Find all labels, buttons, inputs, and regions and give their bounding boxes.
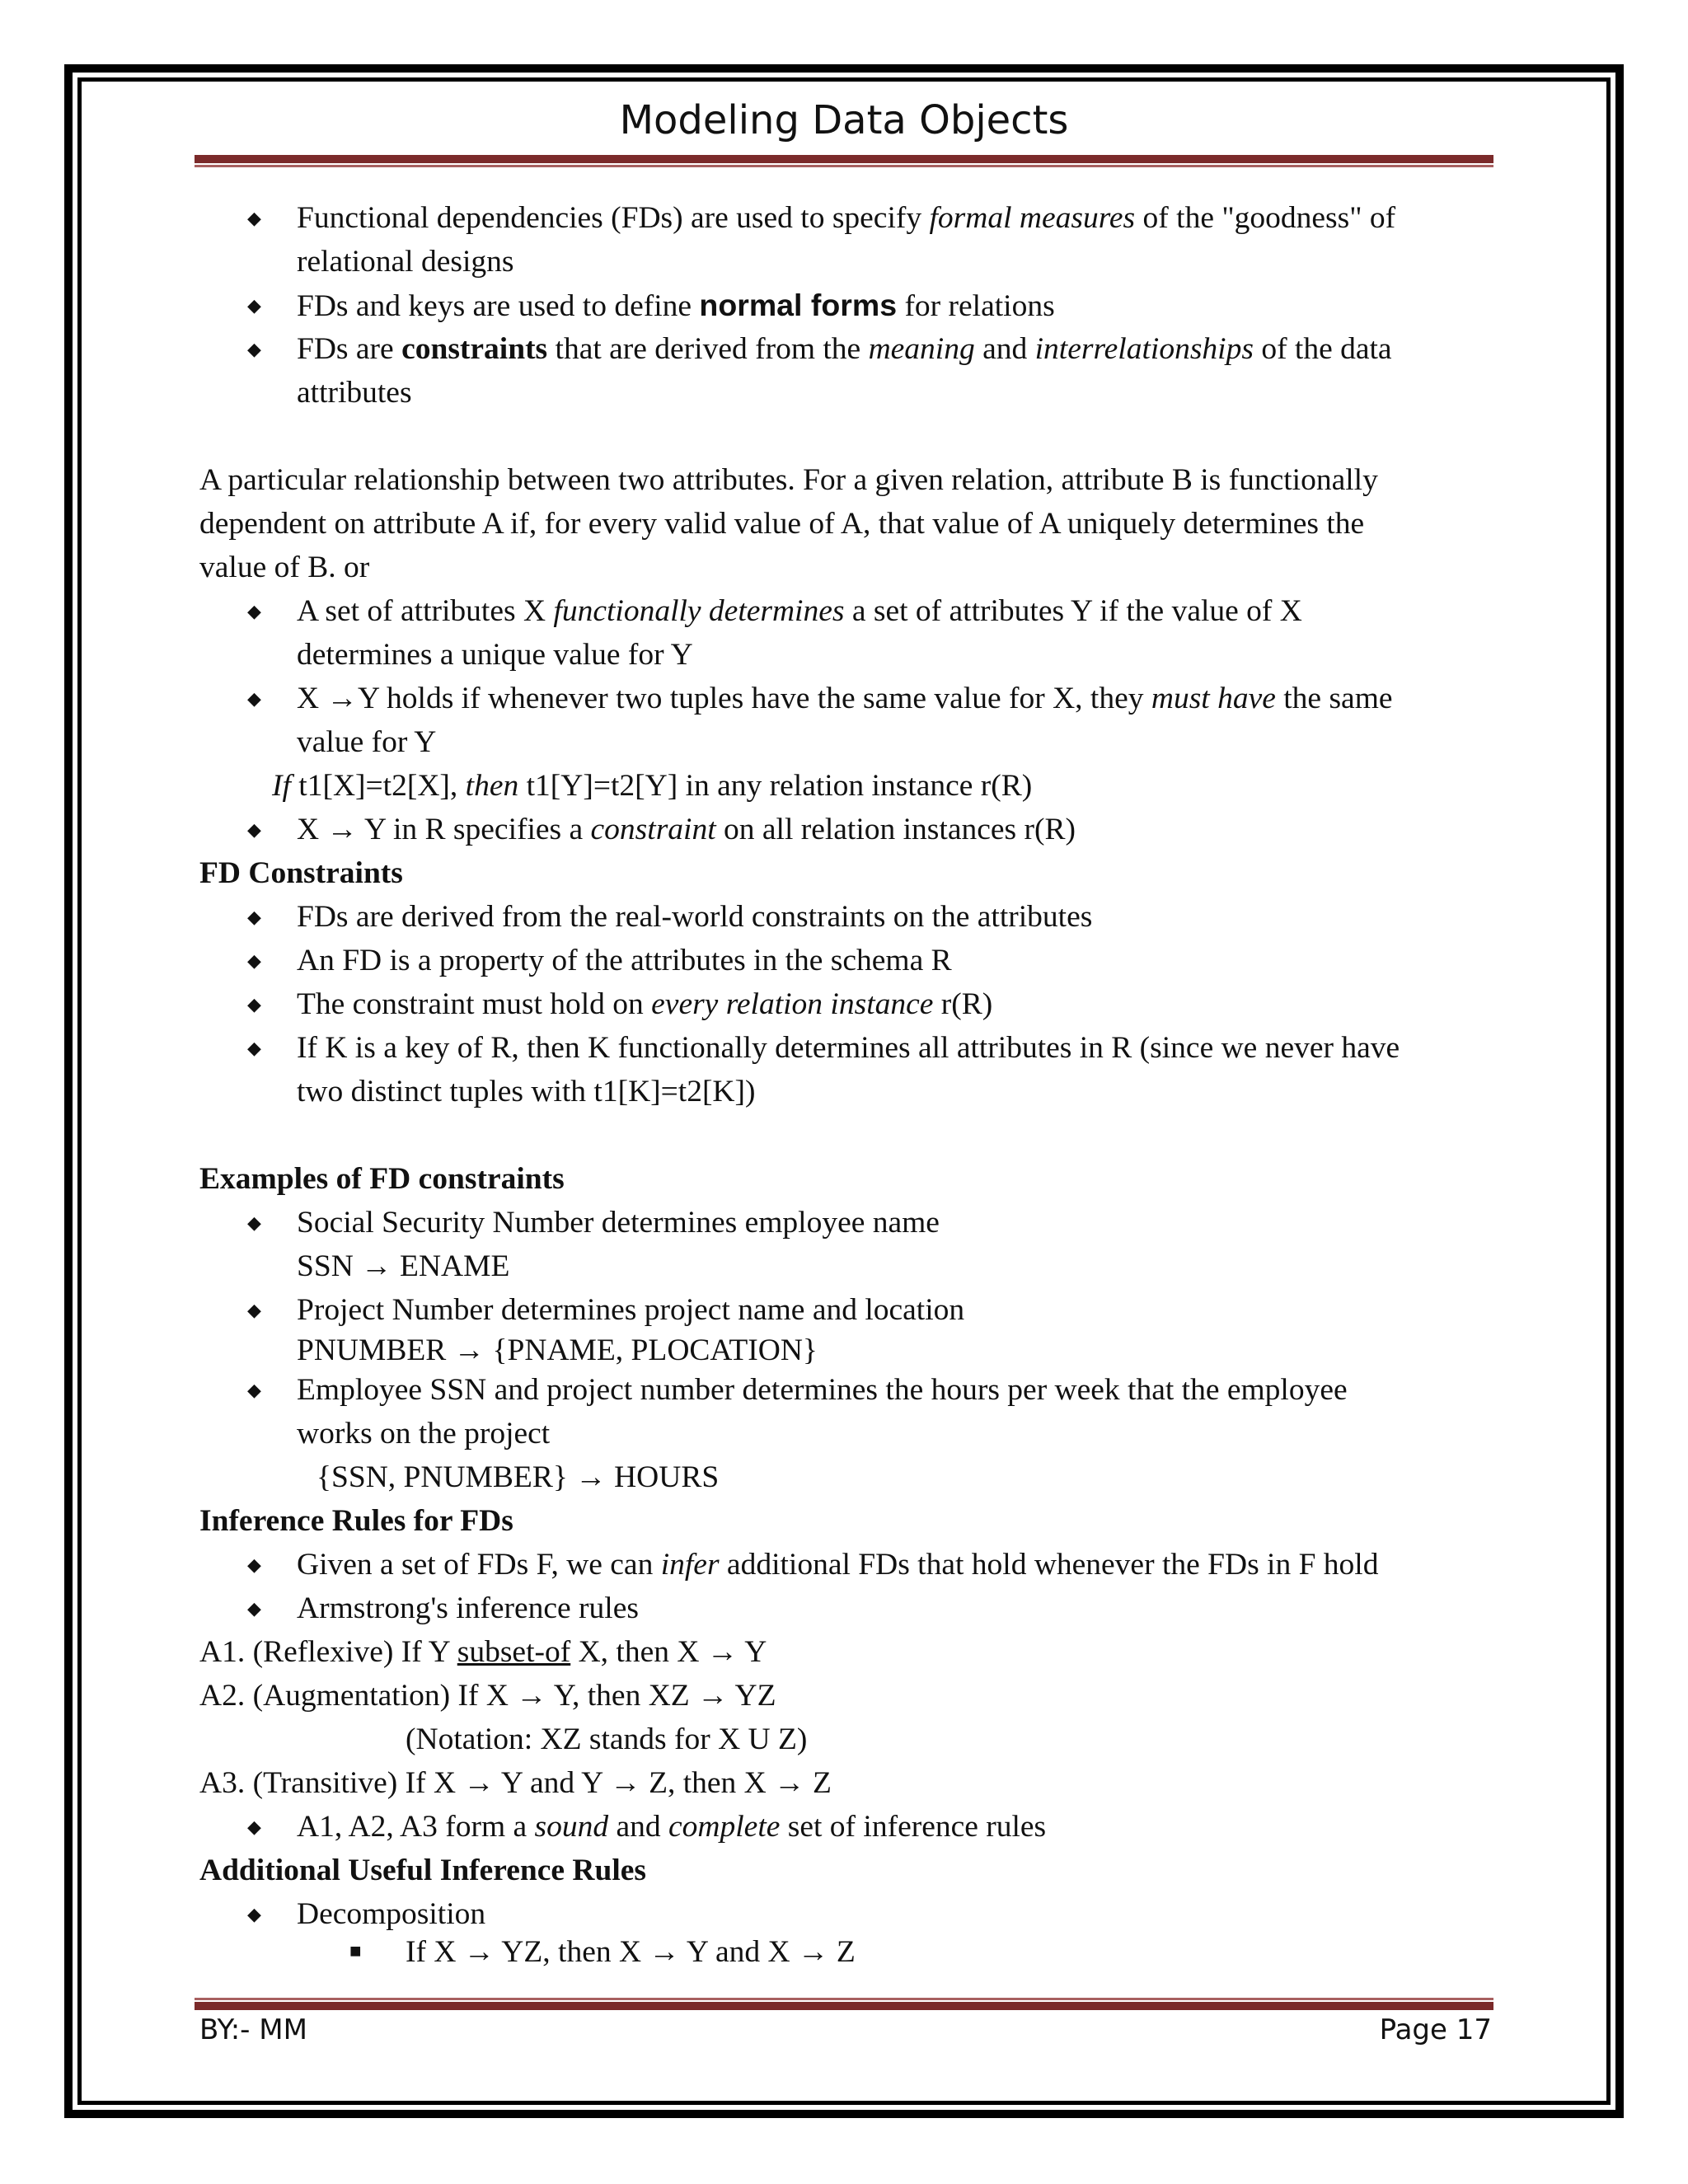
bullet-item: X → Y in R specifies a constraint on all relation instances r(R): [297, 813, 1076, 846]
bullet-icon: ◆: [247, 339, 261, 359]
bullet-icon: ◆: [247, 688, 261, 709]
footer-rule: [195, 2002, 1493, 2010]
rule-line: A1. (Reflexive) If Y subset-of X, then X → Y: [199, 1635, 767, 1669]
section-heading: Inference Rules for FDs: [199, 1504, 513, 1538]
rule-line: A3. (Transitive) If X → Y and Y → Z, then X → Z: [199, 1766, 832, 1800]
paragraph-line: dependent on attribute A if, for every valid value of A, that value of A uniquely determines the: [199, 507, 1365, 541]
bullet-item-continuation: determines a unique value for Y: [297, 638, 693, 672]
bullet-icon: ◆: [247, 1300, 261, 1320]
bullet-icon: ◆: [247, 819, 261, 840]
bullet-item: Armstrong's inference rules: [297, 1591, 639, 1625]
paragraph-line: A particular relationship between two attributes. For a given relation, attribute B is functionally: [199, 463, 1378, 497]
bullet-icon: ◆: [247, 1212, 261, 1233]
sub-bullet-item: If X → YZ, then X → Y and X → Z: [406, 1935, 856, 1969]
bullet-item: The constraint must hold on every relation instance r(R): [297, 987, 993, 1021]
bullet-item: Given a set of FDs F, we can infer additional FDs that hold whenever the FDs in F hold: [297, 1548, 1379, 1582]
bullet-item-continuation: attributes: [297, 376, 412, 410]
bullet-icon: ◆: [247, 950, 261, 971]
section-heading: Additional Useful Inference Rules: [199, 1854, 647, 1887]
bullet-item: Employee SSN and project number determines the hours per week that the employee: [297, 1373, 1348, 1407]
footer-rule-thin: [195, 1998, 1493, 2000]
page-number: Page 17: [1379, 2013, 1492, 2046]
bullet-icon: ◆: [247, 1554, 261, 1575]
section-heading: Examples of FD constraints: [199, 1162, 565, 1196]
bullet-item: A1, A2, A3 form a sound and complete set of inference rules: [297, 1810, 1047, 1844]
bullet-icon: ◆: [247, 601, 261, 621]
square-bullet-icon: ■: [349, 1941, 362, 1962]
fd-expression: PNUMBER → {PNAME, PLOCATION}: [297, 1333, 818, 1367]
bullet-item: Functional dependencies (FDs) are used to specify formal measures of the "goodness" of: [297, 201, 1396, 235]
bullet-icon: ◆: [247, 1816, 261, 1837]
bullet-item-continuation: value for Y: [297, 725, 437, 759]
fd-expression: SSN → ENAME: [297, 1249, 510, 1283]
bullet-item: Project Number determines project name and location: [297, 1293, 965, 1327]
footer-author: BY:- MM: [199, 2013, 307, 2046]
section-heading: FD Constraints: [199, 856, 403, 890]
bullet-item-continuation: works on the project: [297, 1417, 551, 1451]
bullet-icon: ◆: [247, 295, 261, 316]
bullet-icon: ◆: [247, 1038, 261, 1058]
bullet-item: FDs and keys are used to define normal forms for relations: [297, 288, 1055, 323]
bullet-icon: ◆: [247, 1598, 261, 1619]
bullet-item: FDs are derived from the real-world constraints on the attributes: [297, 900, 1093, 934]
header-rule: [195, 155, 1493, 163]
bullet-item-continuation: two distinct tuples with t1[K]=t2[K]): [297, 1075, 756, 1108]
fd-expression: {SSN, PNUMBER} → HOURS: [316, 1460, 720, 1494]
page-title: Modeling Data Objects: [619, 97, 1069, 143]
bullet-item: Social Security Number determines employee name: [297, 1206, 940, 1240]
bullet-item: An FD is a property of the attributes in the schema R: [297, 944, 952, 977]
bullet-icon: ◆: [247, 1380, 261, 1400]
bullet-item: Decomposition: [297, 1897, 486, 1931]
paragraph-line: value of B. or: [199, 551, 370, 584]
bullet-item: A set of attributes X functionally determines a set of attributes Y if the value of X: [297, 594, 1302, 628]
bullet-item-continuation: relational designs: [297, 245, 514, 279]
bullet-icon: ◆: [247, 907, 261, 927]
bullet-item: If K is a key of R, then K functionally determines all attributes in R (since we never have: [297, 1031, 1400, 1065]
bullet-item: X →Y holds if whenever two tuples have the same value for X, they must have the same: [297, 682, 1393, 715]
formula-line: If t1[X]=t2[X], then t1[Y]=t2[Y] in any relation instance r(R): [272, 769, 1033, 803]
bullet-item: FDs are constraints that are derived from the meaning and interrelationships of the data: [297, 332, 1392, 366]
bullet-icon: ◆: [247, 208, 261, 228]
bullet-icon: ◆: [247, 1904, 261, 1924]
bullet-icon: ◆: [247, 994, 261, 1015]
rule-line: A2. (Augmentation) If X → Y, then XZ → YZ: [199, 1679, 776, 1713]
rule-note: (Notation: XZ stands for X U Z): [406, 1722, 808, 1756]
header-rule-thin: [195, 165, 1493, 167]
